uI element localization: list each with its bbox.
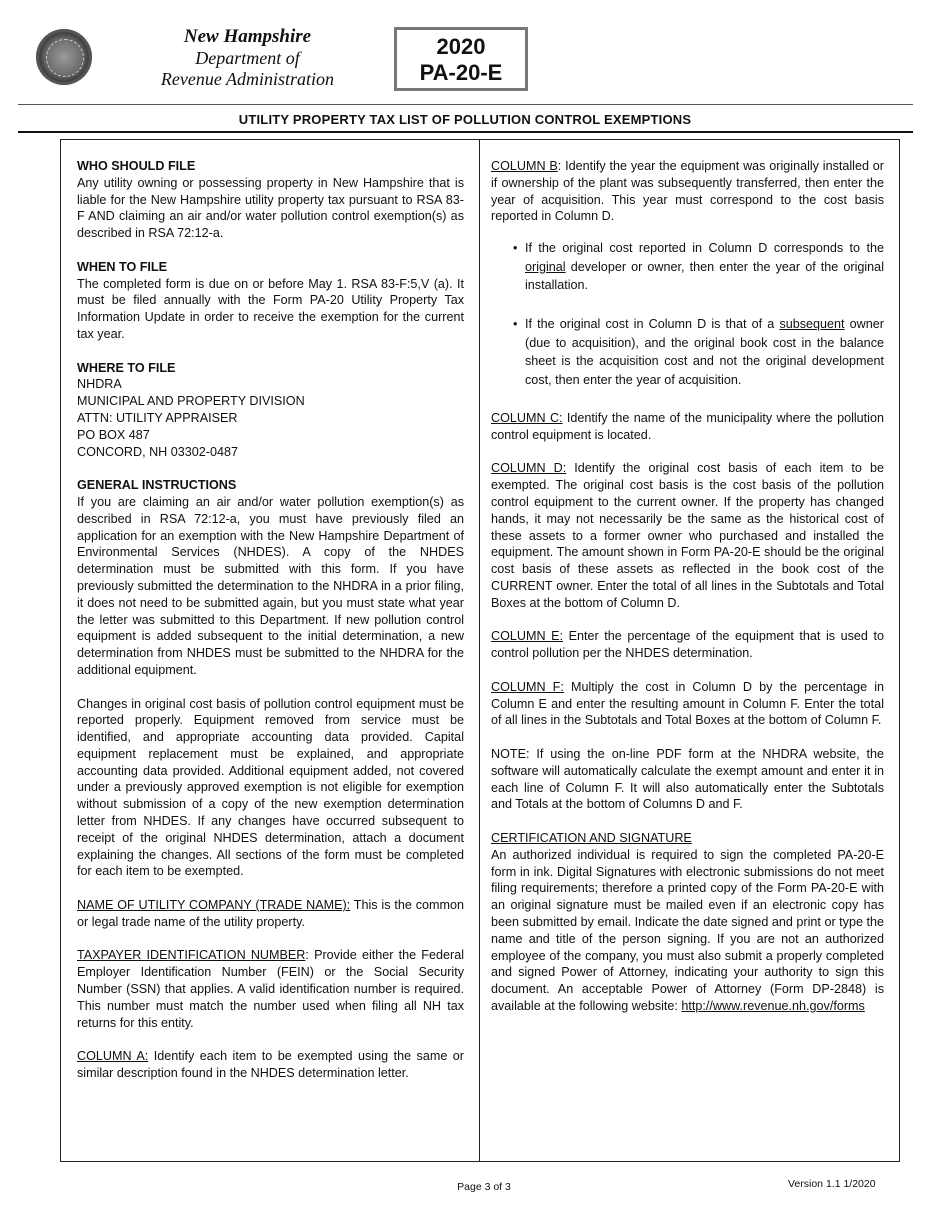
bullet-emphasis: original: [525, 259, 566, 274]
column-c-label: COLUMN C:: [491, 411, 563, 426]
form-number: PA-20-E: [419, 60, 503, 85]
column-b-text: : Identify the year the equipment was originally installed or if ownership of the plant was subsequently transferred, then enter the year of acquisition. This year must correspond to the cost basis reported in Column D.: [491, 159, 884, 224]
who-should-file-heading: WHO SHOULD FILE: [77, 159, 196, 173]
utility-name-instruction: [77, 897, 464, 931]
address-line: MUNICIPAL AND PROPERTY DIVISION: [77, 394, 305, 409]
who-should-file-section: [77, 158, 464, 242]
general-instructions-heading: GENERAL INSTRUCTIONS: [77, 478, 237, 493]
column-e-instruction: [491, 628, 884, 662]
address-line: PO BOX 487: [77, 427, 150, 442]
column-d-instruction: [491, 460, 884, 611]
right-column: [491, 158, 884, 1032]
column-f-label: COLUMN F:: [491, 679, 564, 694]
column-b-bullets: [491, 239, 884, 389]
column-a-label: COLUMN A:: [77, 1049, 149, 1064]
column-f-instruction: [491, 679, 884, 729]
who-should-file-text: Any utility owning or possessing property in New Hampshire that is liable for the New Hampshire utility property tax pursuant to RSA 83-F AND claiming an air and/or water pollution control exemption(s) as described in RSA 72:12-a.: [77, 175, 464, 241]
column-c-text: Identify the name of the municipality where the pollution control equipment is located.: [491, 411, 884, 442]
general-instructions-text: If you are claiming an air and/or water pollution exemption(s) as described in RSA 72:12-a, you must have previously filed an application for an exemption with the New Hampshire Department of Environmental Services (NHDES). A copy of the NHDES determination must be submitted with this form. If you have previously submitted the determination to the NHDRA in a prior filing, it does not need to be submitted again, but you must state what year the letter was submitted to this Department. If new pollution control equipment is added subsequent to the initial determination, a new determination from NHDES must be submitted to the NHDRA for the additional equipment.: [77, 494, 464, 677]
column-divider: [479, 139, 480, 1162]
column-b-label: COLUMN B: [491, 159, 558, 173]
when-to-file-section: [77, 259, 464, 343]
column-d-label: COLUMN D:: [491, 461, 567, 476]
utility-name-label: NAME OF UTILITY COMPANY (TRADE NAME):: [77, 898, 351, 913]
forms-website-link[interactable]: http://www.revenue.nh.gov/forms: [681, 998, 865, 1013]
title-rule: [18, 131, 913, 133]
column-e-text: Enter the percentage of the equipment that is used to control pollution per the NHDES determination.: [491, 629, 884, 661]
bullet-emphasis: subsequent: [779, 317, 845, 332]
column-f-text: Multiply the cost in Column D by the percentage in Column E and enter the resulting amount in Column F. Enter the total of all lines in the Subtotals and Total Boxes at the bottom of Column F.: [491, 679, 884, 728]
tin-label: TAXPAYER IDENTIFICATION NUMBER: [77, 948, 306, 963]
certification-section: [491, 830, 884, 1015]
utility-name-text: This is the common or legal trade name of the utility property.: [77, 898, 464, 929]
certification-heading: CERTIFICATION AND SIGNATURE: [491, 830, 692, 845]
column-a-instruction: [77, 1048, 464, 1082]
form-id-box: [394, 27, 528, 91]
list-item: [513, 239, 884, 294]
bullet-text: owner (due to acquisition), and the original book cost in the balance sheet is the acquisition cost and not the original development cost, then enter the year of acquisition.: [525, 317, 884, 387]
where-to-file-section: [77, 360, 464, 461]
column-e-label: COLUMN E:: [491, 629, 564, 644]
agency-line-2: Department of: [195, 48, 300, 68]
column-c-instruction: [491, 410, 884, 444]
tin-text: : Provide either the Federal Employer Identification Number (FEIN) or the Social Security Number (SSN) that applies. A valid identification number is required. This number must match the number used when filing all NH tax returns for this entity.: [77, 948, 465, 1030]
cost-basis-changes-text: Changes in original cost basis of pollution control equipment must be reported properly. Equipment removed from service must be identified, and appropriate accounting data provided. Capital equipment replacement must be explained, and appropriate accounting data provided. Additional equipment added, not covered under a previously approved exemption is not eligible for exemption without submission of a copy of the new exemption determination letter from NHDES. If any changes have occurred subsequent to receipt of the original NHDES determination, attach a document explaining the changes. All sections of the form must be completed for each item to be exempted.: [77, 696, 464, 879]
when-to-file-text: The completed form is due on or before May 1. RSA 83-F:5,V (a). It must be filed annually with the Form PA-20 Utility Property Tax Information Update in order to receive the exemption for the current tax year.: [77, 276, 464, 341]
left-column: [77, 158, 464, 1099]
column-d-text: Identify the original cost basis of each item to be exempted. The original cost basis is the cost basis of the pollution control equipment to the current owner. If the property has changed hands, it may not necessarily be the same as the historical cost of these assets to a former owner who purchased and installed the equipment. The amount shown in Form PA-20-E should be the original cost basis of these assets as reflected in the book cost of the CURRENT owner. Enter the total of all lines in the Subtotals and Total Boxes at the bottom of Column D.: [491, 461, 884, 610]
tin-instruction: [77, 947, 464, 1031]
form-year: 2020: [436, 34, 486, 59]
address-line: ATTN: UTILITY APPRAISER: [77, 410, 238, 425]
address-line: CONCORD, NH 03302-0487: [77, 444, 238, 459]
header-rule: [18, 104, 913, 105]
page-number: Page 3 of 3: [457, 1181, 511, 1193]
when-to-file-heading: WHEN TO FILE: [77, 259, 168, 274]
bullet-text: developer or owner, then enter the year of the original installation.: [525, 259, 884, 292]
bullet-text: If the original cost in Column D is that of a: [525, 317, 780, 332]
address-line: NHDRA: [77, 377, 122, 392]
list-item: [513, 315, 884, 389]
bullet-text: If the original cost reported in Column D corresponds to the: [525, 241, 884, 256]
where-to-file-heading: WHERE TO FILE: [77, 360, 176, 375]
general-instructions-section: [77, 477, 464, 679]
pdf-note: NOTE: If using the on-line PDF form at the NHDRA website, the software will automatically calculate the exempt amount and enter it in each line of Column F. It will also automatically enter the Subtotals and Totals at the bottom of Columns D and F.: [491, 746, 884, 812]
agency-line-3: Revenue Administration: [160, 69, 335, 89]
version-label: Version 1.1 1/2020: [788, 1178, 876, 1190]
certification-text: An authorized individual is required to sign the completed PA-20-E form in ink. Digital Signatures with electronic submissions do not meet filing requirements; therefore a printed copy of the Form PA-20-E with an original signature must be mailed even if an electronic copy has been submitted by email. Indicate the date signed and print or type the name and title of the person signing. If you are not an authorized employee of the company, you must also submit a properly completed and signed Power of Attorney, indicating your authority to sign this document. An acceptable Power of Attorney (Form DP-2848) is available at the following website:: [491, 847, 884, 1013]
column-a-text: Identify each item to be exempted using the same or similar description found in the NHDES determination letter.: [77, 1049, 464, 1081]
column-b-instruction: [491, 158, 884, 225]
agency-name: [130, 26, 365, 90]
state-seal-logo: [36, 29, 92, 85]
agency-line-1: New Hampshire: [183, 26, 312, 47]
page-title: UTILITY PROPERTY TAX LIST OF POLLUTION CONTROL EXEMPTIONS: [238, 112, 692, 127]
